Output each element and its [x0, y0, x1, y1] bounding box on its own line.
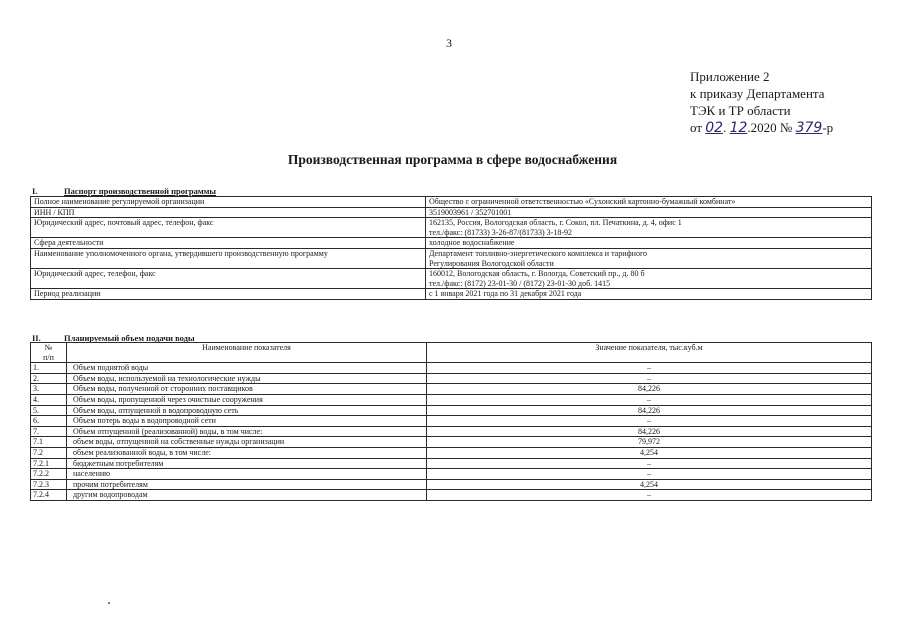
table-row — [31, 426, 872, 437]
passport-value-line: 160012, Вологодская область, г. Вологда, Советский пр., д. 80 б — [429, 269, 645, 279]
header-num — [31, 343, 67, 363]
section-1-title: Паспорт производственной программы — [64, 186, 217, 196]
passport-value-line: Регулирования Вологодской области — [429, 258, 554, 268]
table-row — [31, 447, 872, 458]
row-value: – — [427, 416, 872, 427]
passport-value-line: тел./факс: (81733) 3-26-87/(81733) 3-18-92 — [429, 227, 572, 237]
appendix-line-2: к приказу Департамента — [690, 86, 825, 101]
row-name: Объем потерь воды в водопроводной сети — [67, 416, 427, 427]
header-num-line-1: № — [44, 343, 53, 352]
row-name: Объем воды, пропущенной через очистные сооружения — [67, 394, 427, 405]
passport-value — [426, 248, 872, 268]
row-value: 84,226 — [427, 405, 872, 416]
row-value: – — [427, 373, 872, 384]
row-value: – — [427, 363, 872, 374]
scan-speck — [108, 602, 110, 604]
passport-label: Юридический адрес, телефон, факс — [31, 269, 426, 289]
row-name: Объем отпущенной (реализованной) воды, в том числе: — [67, 426, 427, 437]
date-month-handwritten: 12 — [729, 120, 748, 136]
row-number: 7.2.1 — [31, 458, 67, 469]
row-value: – — [427, 490, 872, 501]
row-number: 7.2 — [31, 447, 67, 458]
table-row — [31, 490, 872, 501]
order-number-handwritten: 379 — [795, 120, 823, 136]
row-name: прочим потребителям — [67, 479, 427, 490]
section-2-title: Планируемый объем подачи воды — [64, 333, 195, 343]
passport-value-line: 3519003961 / 352701001 — [429, 207, 512, 217]
passport-value-line: с 1 января 2021 года по 31 декабря 2021 года — [429, 289, 582, 299]
passport-value — [426, 289, 872, 300]
row-name: другим водопроводам — [67, 490, 427, 501]
table-row — [31, 458, 872, 469]
row-value: – — [427, 394, 872, 405]
passport-value — [426, 207, 872, 218]
table-row — [31, 437, 872, 448]
date-year: .2020 № — [747, 120, 793, 135]
table-row — [31, 416, 872, 427]
passport-value — [426, 269, 872, 289]
table-row — [31, 218, 872, 238]
row-number: 7.2.3 — [31, 479, 67, 490]
date-prefix: от — [690, 120, 703, 135]
row-value: 84,226 — [427, 384, 872, 395]
section-1-heading — [32, 186, 216, 196]
row-number: 4. — [31, 394, 67, 405]
table-row — [31, 469, 872, 480]
passport-label: Наименование уполномоченного органа, утвердившего производственную программу — [31, 248, 426, 268]
row-number: 1. — [31, 363, 67, 374]
appendix-line-1: Приложение 2 — [690, 69, 770, 84]
table-header-row — [31, 343, 872, 363]
passport-value-line: Департамент топливно-энергетического комплекса и тарифного — [429, 248, 648, 258]
appendix-block — [690, 68, 833, 137]
table-row — [31, 384, 872, 395]
passport-label: Сфера деятельности — [31, 238, 426, 249]
table-row — [31, 405, 872, 416]
table-row — [31, 238, 872, 249]
row-number: 5. — [31, 405, 67, 416]
row-number: 7.1 — [31, 437, 67, 448]
header-num-line-2: п/п — [43, 352, 54, 362]
table-row — [31, 197, 872, 208]
table-row — [31, 394, 872, 405]
row-value: 4,254 — [427, 479, 872, 490]
row-name: Объем поднятой воды — [67, 363, 427, 374]
date-separator: . — [723, 120, 727, 135]
passport-value — [426, 197, 872, 208]
header-name: Наименование показателя — [67, 343, 427, 363]
row-value: – — [427, 469, 872, 480]
appendix-line-3: ТЭК и ТР области — [690, 103, 791, 118]
row-name: объем реализованной воды, в том числе: — [67, 447, 427, 458]
table-row — [31, 248, 872, 268]
row-name: населению — [67, 469, 427, 480]
appendix-date-line — [690, 119, 833, 137]
row-number: 7.2.2 — [31, 469, 67, 480]
row-value: – — [427, 458, 872, 469]
passport-value-line: Общество с ограниченной ответственностью «Сухонский картонно-бумажный комбинат» — [429, 197, 736, 206]
table-row — [31, 289, 872, 300]
document-title: Производственная программа в сфере водоснабжения — [287, 152, 618, 167]
passport-value — [426, 238, 872, 249]
row-number: 7.2.4 — [31, 490, 67, 501]
date-day-handwritten: 02 — [705, 120, 724, 136]
passport-label: ИНН / КПП — [31, 207, 426, 218]
row-name: Объем воды, используемой на технологические нужды — [67, 373, 427, 384]
table-row — [31, 479, 872, 490]
section-2-number: II. — [32, 333, 41, 343]
table-row — [31, 269, 872, 289]
order-suffix: -р — [822, 120, 834, 135]
header-value: Значение показателя, тыс.куб.м — [427, 343, 872, 363]
table-row — [31, 207, 872, 218]
section-1-number: I. — [32, 186, 38, 196]
water-volume-table — [30, 342, 872, 501]
table-row — [31, 363, 872, 374]
passport-label: Полное наименование регулируемой организации — [31, 197, 426, 208]
row-number: 2. — [31, 373, 67, 384]
passport-value — [426, 218, 872, 238]
table-row — [31, 373, 872, 384]
row-number: 7. — [31, 426, 67, 437]
row-value: 4,254 — [427, 447, 872, 458]
passport-label: Период реализации — [31, 289, 426, 300]
row-value: 79,972 — [427, 437, 872, 448]
passport-table — [30, 196, 872, 300]
row-name: Объем воды, полученной от сторонних поставщиков — [67, 384, 427, 395]
page-number: 3 — [446, 36, 452, 50]
passport-value-line: тел./факс: (8172) 23-01-30 / (8172) 23-01-30 доб. 1415 — [429, 278, 611, 288]
row-number: 3. — [31, 384, 67, 395]
passport-value-line: холодное водоснабжение — [429, 238, 515, 248]
row-name: бюджетным потребителям — [67, 458, 427, 469]
row-name: Объем воды, отпущенной в водопроводную сеть — [67, 405, 427, 416]
passport-label: Юридический адрес, почтовый адрес, телефон, факс — [31, 218, 426, 238]
row-name: объем воды, отпущенной на собственные нужды организации — [67, 437, 427, 448]
passport-value-line: 162135, Россия, Вологодская область, г. Сокол, пл. Печаткина, д. 4, офис 1 — [429, 218, 682, 228]
row-number: 6. — [31, 416, 67, 427]
row-value: 84,226 — [427, 426, 872, 437]
